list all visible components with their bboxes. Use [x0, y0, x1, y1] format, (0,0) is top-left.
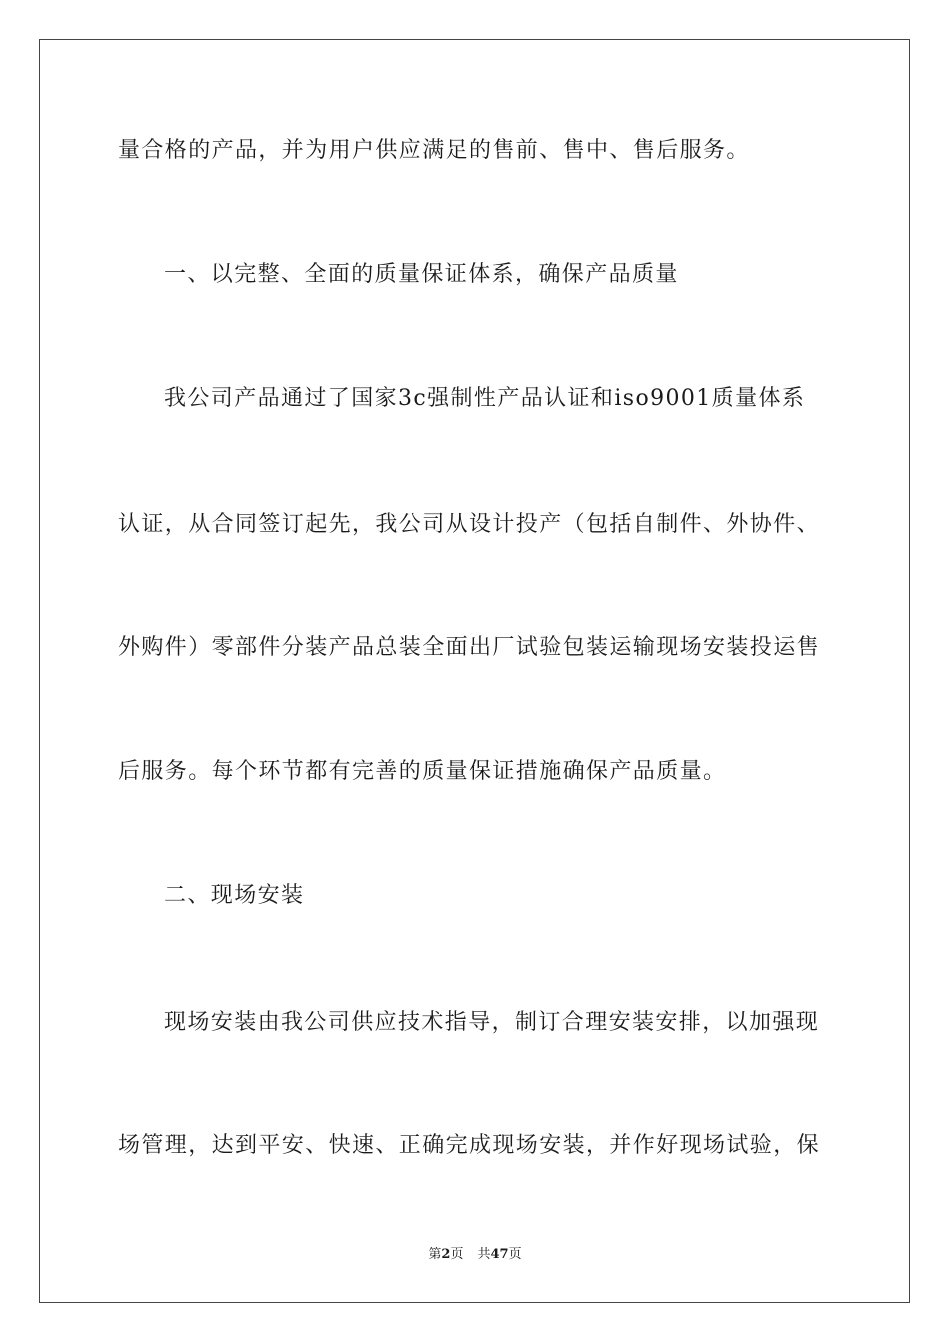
page-suffix: 页 — [450, 1247, 464, 1262]
page-number: 2 — [441, 1247, 451, 1262]
paragraph-first-line: 现场安装由我公司供应技术指导，制订合理安装安排，以加强现 — [164, 1010, 820, 1035]
body-text-line: 后服务。每个环节都有完善的质量保证措施确保产品质量。 — [118, 759, 727, 784]
section-heading: 二、现场安装 — [164, 883, 305, 908]
paragraph-first-line: 我公司产品通过了国家3c强制性产品认证和iso9001质量体系 — [164, 386, 806, 411]
body-text-line: 认证，从合同签订起先，我公司从设计投产（包括自制件、外协件、 — [118, 512, 821, 537]
section-heading: 一、以完整、全面的质量保证体系，确保产品质量 — [164, 262, 679, 287]
page-border — [39, 39, 910, 1303]
body-text-line: 量合格的产品，并为用户供应满足的售前、售中、售后服务。 — [118, 138, 750, 163]
page-prefix: 第 — [428, 1247, 442, 1262]
total-suffix: 页 — [508, 1247, 522, 1262]
body-text-line: 外购件）零部件分装产品总装全面出厂试验包装运输现场安装投运售 — [118, 635, 821, 660]
total-pages: 47 — [490, 1247, 509, 1262]
total-prefix: 共 — [477, 1247, 491, 1262]
body-text-line: 场管理，达到平安、快速、正确完成现场安装，并作好现场试验，保 — [118, 1133, 821, 1158]
page-footer — [0, 1247, 950, 1263]
